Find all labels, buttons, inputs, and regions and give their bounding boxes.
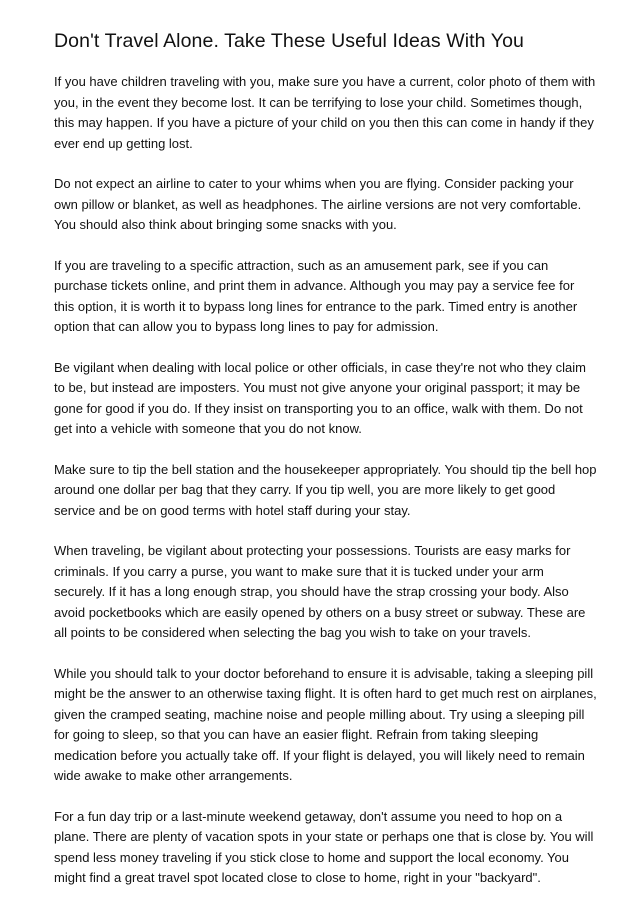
- paragraph-attraction-tickets: If you are traveling to a specific attraction, such as an amusement park, see if you can purchase tickets online, and print them in advance. Although you may pay a service fee for this option, it is worth it to bypass long lines for entrance to the park. Timed entry is another option that can allow you to bypass long lines to pay for admission.: [54, 257, 578, 334]
- paragraph-airline-comfort: Do not expect an airline to cater to your whims when you are flying. Consider packing your own pillow or blanket, as well as headphones. The airline versions are not very comfortable. You should also think about bringing some snacks with you.: [54, 176, 582, 232]
- paragraph-possessions: When traveling, be vigilant about protecting your possessions. Tourists are easy marks for criminals. If you carry a purse, you want to make sure that it is tucked under your arm securely. If it has a long enough strap, you should have the strap crossing your body. Also avoid pocketbooks which are easily opened by others on a busy street or subway. These are all points to be considered when selecting the bag you wish to take on your travels.: [54, 543, 586, 640]
- paragraph-children-photo: If you have children traveling with you, make sure you have a current, color photo of them with you, in the event they become lost. It can be terrifying to lose your child. Sometimes though, this may happen. If you have a picture of your child on you then this can come in handy if they ever end up getting lost.: [54, 74, 596, 151]
- paragraph-tipping: Make sure to tip the bell station and the housekeeper appropriately. You should tip the bell hop around one dollar per bag that they carry. If you tip well, you are more likely to get good service and be on good terms with hotel staff during your stay.: [54, 461, 597, 518]
- paragraph-sleeping-pill: While you should talk to your doctor beforehand to ensure it is advisable, taking a sleeping pill might be the answer to an otherwise taxing flight. It is often hard to get much rest on airplanes, given the cramped seating, machine noise and people milling about. Try using a sleeping pill for going to sleep, so that you can have an easier flight. Refrain from taking sleeping medication before you actually take off. If your flight is delayed, you will likely need to remain wide awake to make other arrangements.: [54, 665, 597, 783]
- document-title: Don't Travel Alone. Take These Useful Ideas With You: [54, 30, 524, 52]
- paragraph-officials-imposters: Be vigilant when dealing with local police or other officials, in case they're not who they claim to be, but instead are imposters. You must not give anyone your original passport; it may be gone for good if you do. If they insist on transporting you to an office, walk with them. Do not get into a vehicle with someone that you do not know.: [54, 359, 586, 436]
- paragraph-local-trip: For a fun day trip or a last-minute weekend getaway, don't assume you need to hop on a plane. There are plenty of vacation spots in your state or perhaps one that is close by. You will spend less money traveling if you stick close to home and support the local economy. You might find a great travel spot located close to close to home, right in your "backyard".: [54, 808, 594, 885]
